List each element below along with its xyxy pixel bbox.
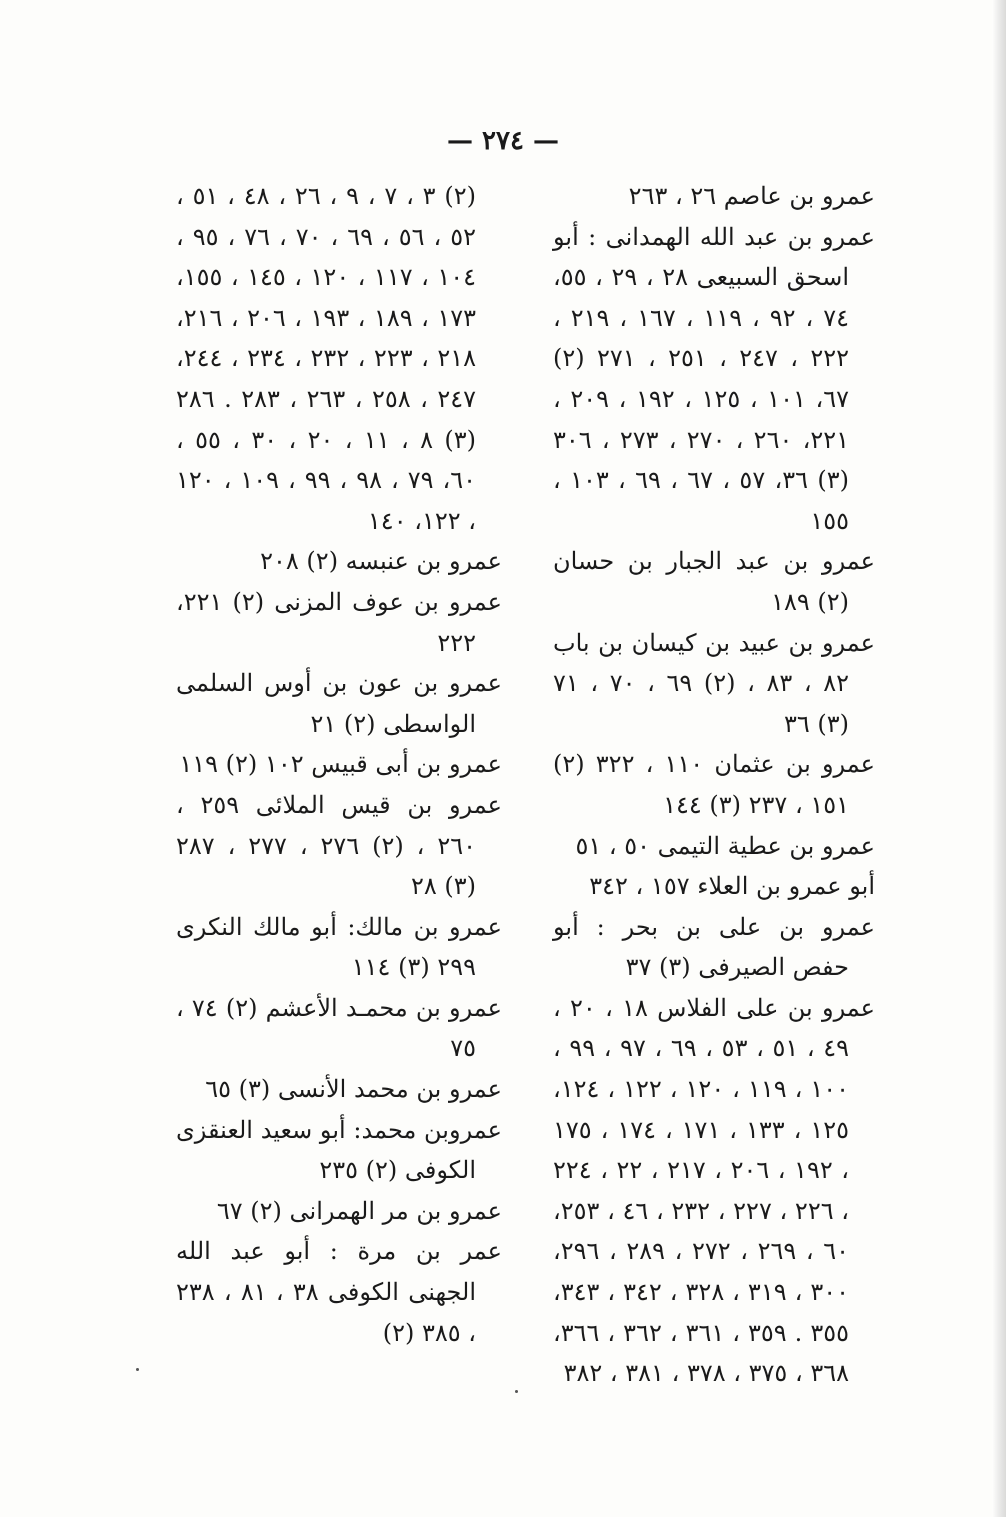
index-column-right — [553, 176, 875, 1394]
scan-speck — [136, 1368, 139, 1371]
index-entry: عمر بن مرة : أبو عبد الله الجهنى الكوفى ٣٨ ، ٨١ ، ٢٣٨ ، ٣٨٥ (٢) — [176, 1237, 502, 1347]
page-edge-shadow — [992, 0, 1006, 1517]
index-entry: عمرو بن قيس الملائى ٢٥٩ ، ٢٦٠ ، (٢) ٢٧٦ ، ٢٧٧ ، ٢٨٧ (٣) ٢٨ — [176, 790, 502, 901]
index-entry: عمرو بن مر الهمرانى (٢) ٦٧ — [216, 1196, 502, 1225]
index-entry: عمروبن محمد: أبو سعيد العنقزى الكوفى (٢) ٢٣٥ — [176, 1115, 502, 1185]
index-entry: عمرو بن على الفلاس ١٨ ، ٢٠ ، ٤٩ ، ٥١ ، ٥٣ ، ٦٩ ، ٩٧ ، ٩٩ ، ١٠٠ ، ١١٩ ، ١٢٠ ، ١٢٢ ، ١٢٤، ١٢٥ ، ١٣٣ ، ١٧١ ، ١٧٤ ، ١٧٥ ، ١٩٢ ، ٢٠٦ ، ٢١٧ ، ٢٢ ، ٢٢٤ ، ٢٢٦ ، ٢٢٧ ، ٢٣٢ ، ٤٦ ، ٢٥٣، ٦٠ ، ٢٦٩ ، ٢٧٢ ، ٢٨٩ ، ٢٩٦، ٣٠٠ ، ٣١٩ ، ٣٢٨ ، ٣٤٢ ، ٣٤٣، ٣٥٥ . ٣٥٩ ، ٣٦١ ، ٣٦٢ ، ٣٦٦، ٣٦٨ ، ٣٧٥ ، ٣٧٨ ، ٣٨١ ، ٣٨٢ — [553, 993, 876, 1388]
index-entry: عمرو بن عبيد بن كيسان بن باب ٨٢ ، ٨٣ ، (٢) ٦٩ ، ٧٠ ، ٧١ (٣) ٣٦ — [553, 628, 875, 738]
index-entry: عمرو بن مالك: أبو مالك النكرى ٢٩٩ (٣) ١١٤ — [176, 912, 502, 982]
index-entry: عمرو بن على بن بحر : أبو حفص الصيرفى (٣) ٣٧ — [553, 912, 875, 982]
index-entry: عمرو بن أبى قبيس ١٠٢ (٢) ١١٩ — [179, 750, 502, 779]
index-entry: عمرو بن عبد الجبار بن حسان (٢) ١٨٩ — [553, 547, 875, 616]
index-entry: عمرو بن محمـد الأعشم (٢) ٧٤ ، ٧٥ — [176, 993, 502, 1063]
index-entry: عمرو بن عاصم ٢٦ ، ٢٦٣ — [628, 182, 875, 210]
scan-speck — [515, 1390, 518, 1393]
index-entry: عمرو بن عطية التيمى ٥٠ ، ٥١ — [575, 831, 875, 860]
index-entry: عمرو بن عبد الله الهمدانى : أبو اسحق السبيعى ٢٨ ، ٢٩ ، ٥٥، ٧٤ ، ٩٢ ، ١١٩ ، ١٦٧ ، ٢١٩ ، ٢٢٢ ، ٢٤٧ ، ٢٥١ ، ٢٧١ (٢) ٦٧، ١٠١ ، ١٢٥ ، ١٩٢ ، ٢٠٩ ، ٢٢١، ٢٦٠ ، ٢٧٠ ، ٢٧٣ ، ٣٠٦ (٣) ٣٦، ٥٧ ، ٦٧ ، ٦٩ ، ١٠٣ ، ١٥٥ — [553, 222, 875, 535]
index-entry-continuation: (٢) ٣ ، ٧ ، ٩ ، ٢٦ ، ٤٨ ، ٥١ ، ٥٢ ، ٥٦ ، ٦٩ ، ٧٠ ، ٧٦ ، ٩٥ ، ١٠٤ ، ١١٧ ، ١٢٠ ، ١٤٥ ، ١٥٥، ١٧٣ ، ١٨٩ ، ١٩٣ ، ٢٠٦ ، ٢١٦، ٢١٨ ، ٢٢٣ ، ٢٣٢ ، ٢٣٤ ، ٢٤٤، ٢٤٧ ، ٢٥٨ ، ٢٦٣ ، ٢٨٣ . ٢٨٦ (٣) ٨ ، ١١ ، ٢٠ ، ٣٠ ، ٥٥ ، ٦٠، ٧٩ ، ٩٨ ، ٩٩ ، ١٠٩ ، ١٢٠ ، ١٢٢، ١٤٠ — [176, 182, 477, 535]
index-entry: عمرو بن محمد الأنسى (٣) ٦٥ — [205, 1075, 502, 1104]
index-entry: عمرو بن عون بن أوس السلمى الواسطى (٢) ٢١ — [176, 669, 502, 738]
index-entry: عمرو بن عنبسه (٢) ٢٠٨ — [260, 547, 502, 576]
index-column-left — [176, 176, 502, 1353]
page-number: — ٢٧٤ — — [446, 126, 560, 156]
index-entry: أبو عمرو بن العلاء ١٥٧ ، ٣٤٢ — [589, 872, 875, 901]
index-entry: عمرو بن عثمان ١١٠ ، ٣٢٢ (٢) ١٥١ ، ٢٣٧ (٣) ١٤٤ — [553, 750, 875, 819]
index-entry: عمرو بن عوف المزنى (٢) ٢٢١، ٢٢٢ — [176, 587, 502, 657]
